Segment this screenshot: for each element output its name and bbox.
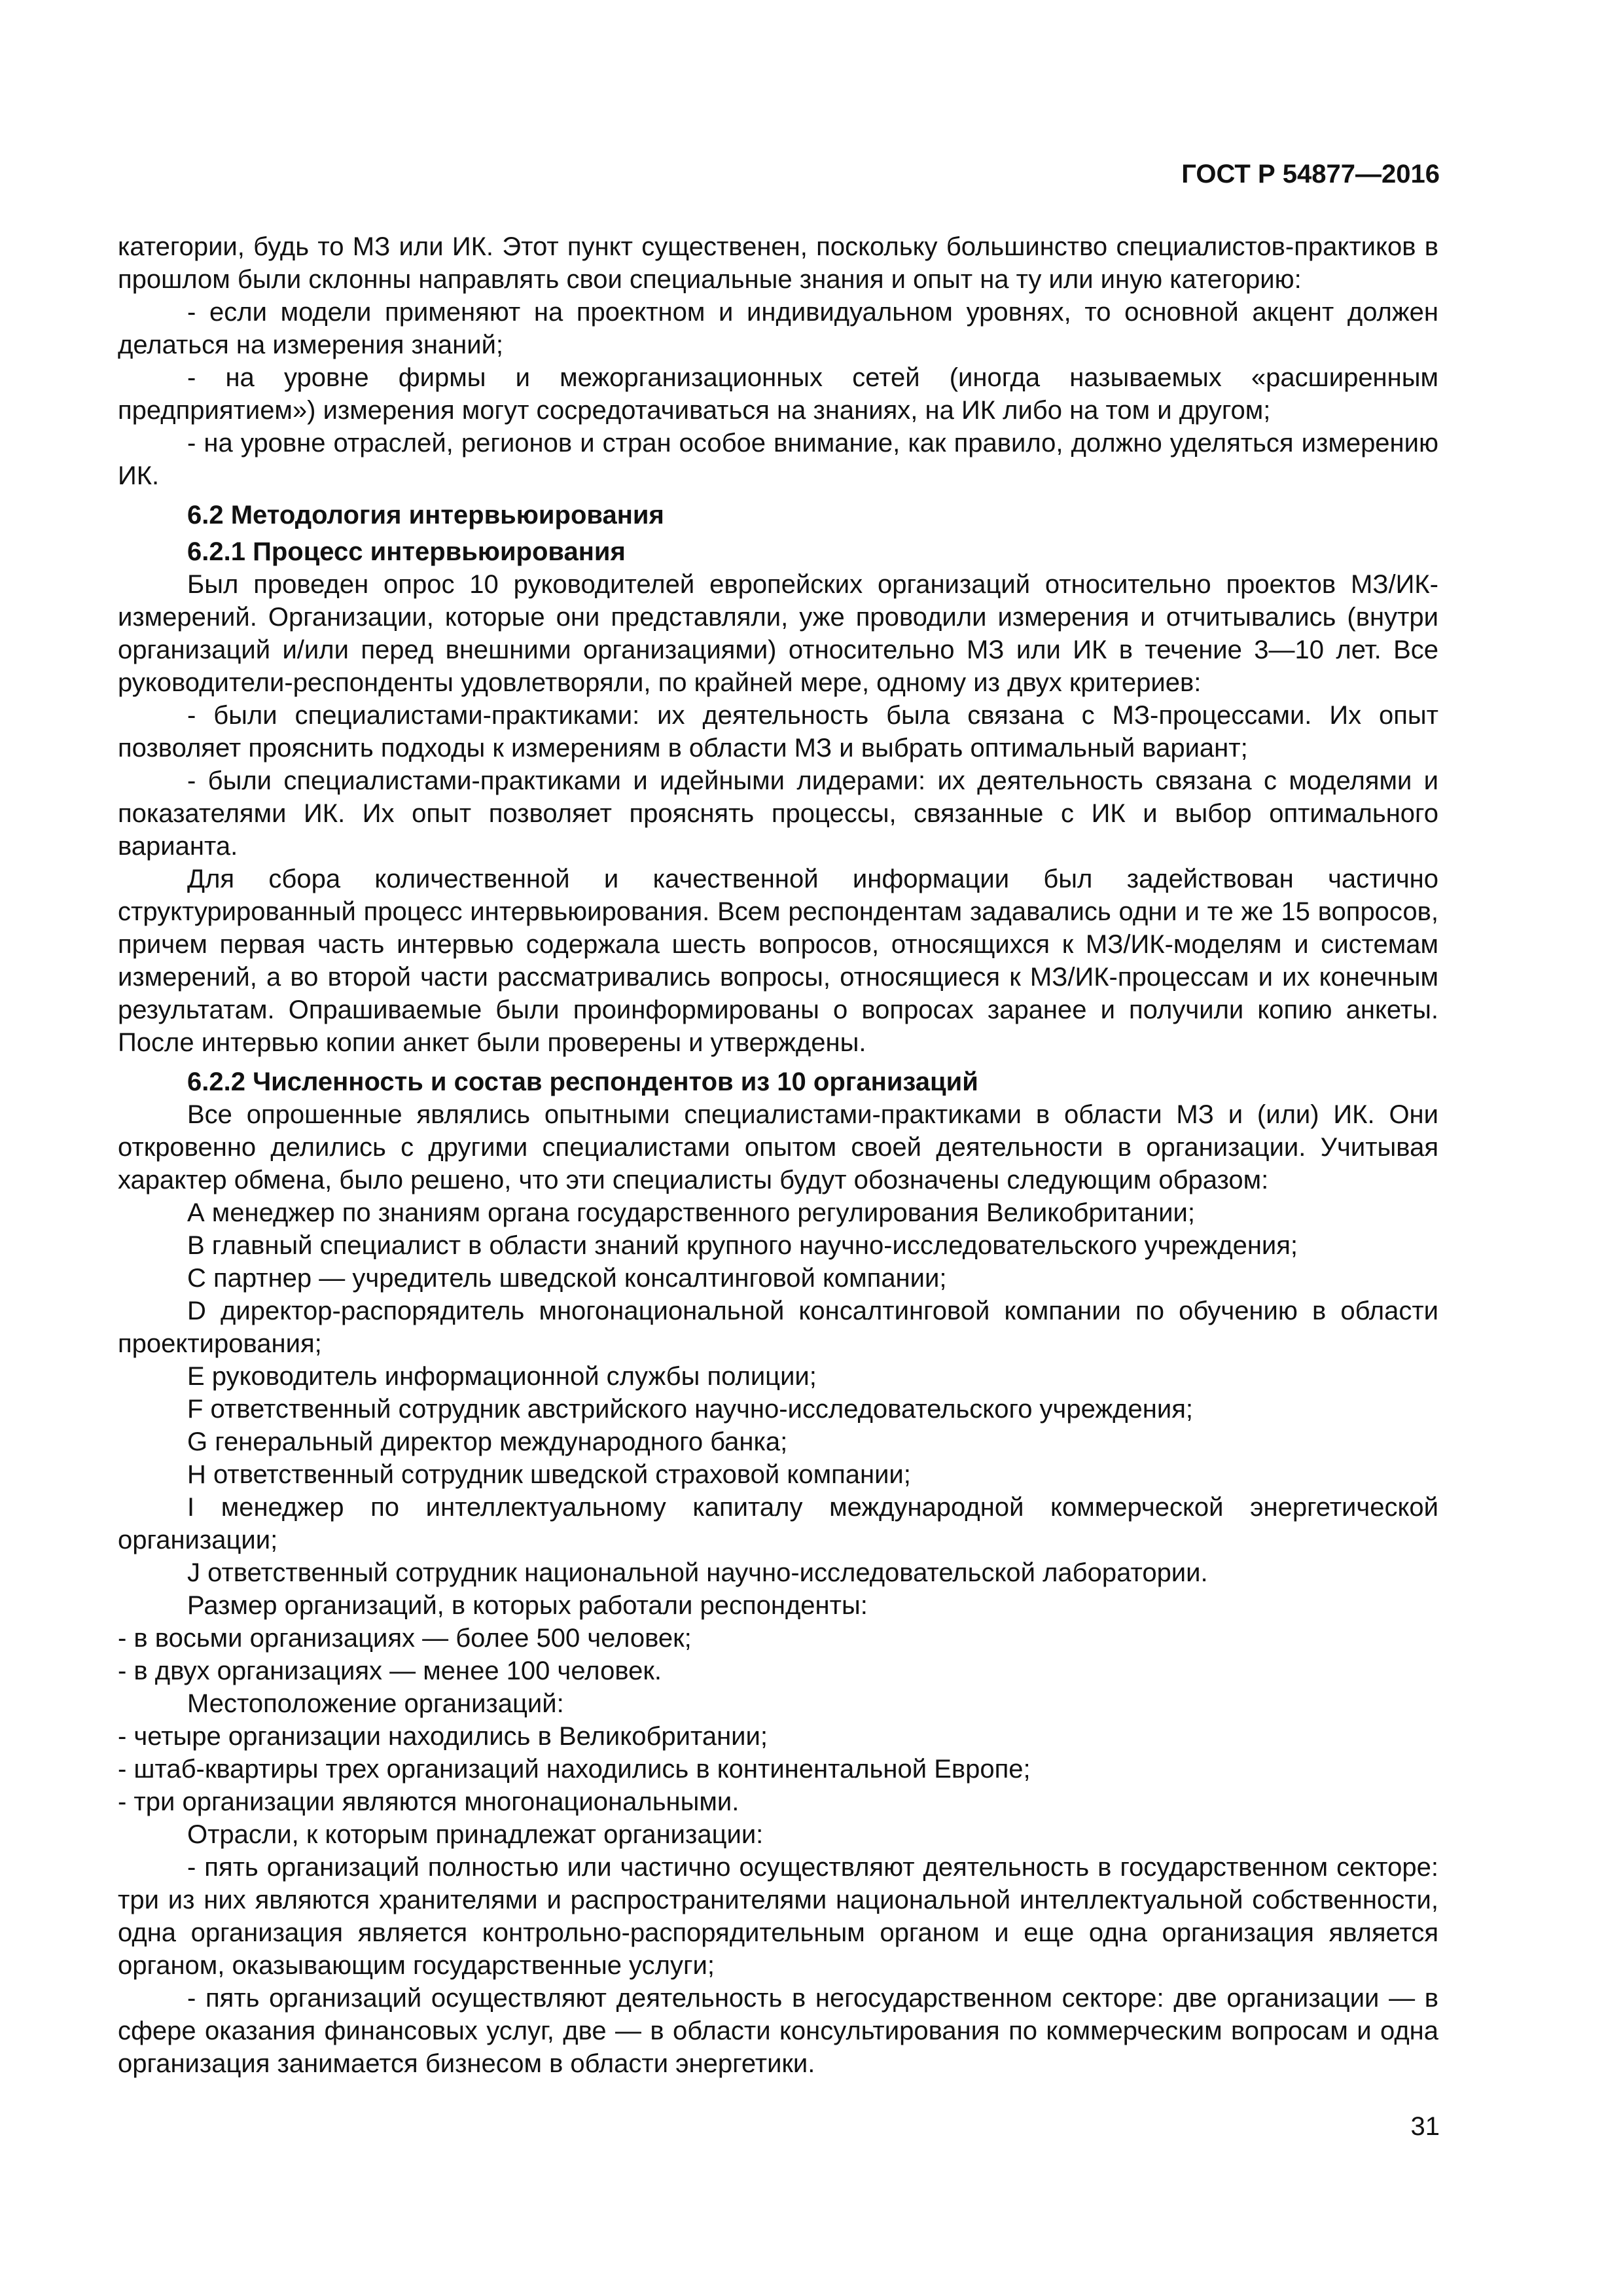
paragraph: категории, будь то МЗ или ИК. Этот пункт существенен, поскольку большинство специалистов-практиков в прошлом были склонны направлять свои специальные знания и опыт на ту или иную категорию: (118, 232, 1438, 294)
page-number: 31 (1410, 2112, 1440, 2141)
standard-id: ГОСТ Р 54877—2016 (1181, 160, 1440, 188)
list-item: - в двух организациях — менее 100 человек. (118, 1657, 662, 1685)
list-item: - были специалистами-практиками и идейными лидерами: их деятельность связана с моделями и показателями ИК. Их опыт позволяет прояснять процессы, связанные с ИК и выбор оптимального варианта. (118, 766, 1438, 861)
list-item: - на уровне фирмы и межорганизационных сетей (иногда называемых «расширенным предприятием») измерения могут сосредотачиваться на знаниях, на ИК либо на том и другом; (118, 363, 1438, 425)
respondent-b: В главный специалист в области знаний крупного научно-исследовательского учреждения; (187, 1231, 1298, 1260)
paragraph: Все опрошенные являлись опытными специалистами-практиками в области МЗ и (или) ИК. Они откровенно делились с другими специалистами опытом своей деятельности в организации. Учитывая характер обмена, было решено, что эти специалисты будут обозначены следующим образом: (118, 1100, 1438, 1194)
respondent-g: G генеральный директор международного банка; (187, 1427, 788, 1456)
paragraph: Для сбора количественной и качественной информации был задействован частично структурированный процесс интервьюирования. Всем респондентам задавались одни и те же 15 вопросов, причем первая часть интервью содержала шесть вопросов, относящихся к МЗ/ИК-моделям и системам измерений, а во второй части рассматривались вопросы, относящиеся к МЗ/ИК-процессам и их конечным результатам. Опрашиваемые были проинформированы о вопросах заранее и получили копию анкеты. После интервью копии анкет были проверены и утверждены. (118, 865, 1438, 1057)
list-item: - четыре организации находились в Великобритании; (118, 1722, 768, 1751)
paragraph: Местоположение организаций: (187, 1689, 564, 1718)
section-heading-6-2: 6.2 Методология интервьюирования (187, 501, 664, 529)
list-item: - штаб-квартиры трех организаций находились в континентальной Европе; (118, 1755, 1031, 1784)
list-item: - пять организаций полностью или частично осуществляют деятельность в государственном секторе: три из них являются хранителями и распространителями национальной интеллектуальной собственности, одна организация является контрольно-распорядительным органом и еще одна организация является органом, оказывающим государственные услуги; (118, 1853, 1438, 1980)
respondent-e: Е руководитель информационной службы полиции; (187, 1362, 817, 1391)
respondent-f: F ответственный сотрудник австрийского научно-исследовательского учреждения; (187, 1395, 1193, 1424)
list-item: - на уровне отраслей, регионов и стран особое внимание, как правило, должно уделяться измерению ИК. (118, 429, 1438, 490)
respondent-c: С партнер — учредитель шведской консалтинговой компании; (187, 1264, 947, 1293)
section-heading-6-2-1: 6.2.1 Процесс интервьюирования (187, 537, 626, 566)
respondent-j: J ответственный сотрудник национальной научно-исследовательской лаборатории. (187, 1558, 1208, 1587)
respondent-h: Н ответственный сотрудник шведской страховой компании; (187, 1460, 911, 1489)
list-item: - три организации являются многонациональными. (118, 1787, 740, 1816)
paragraph: Размер организаций, в которых работали респонденты: (187, 1591, 868, 1620)
respondent-a: А менеджер по знаниям органа государственного регулирования Великобритании; (187, 1198, 1195, 1227)
respondent-i: I менеджер по интеллектуальному капиталу международной коммерческой энергетической организации; (118, 1493, 1438, 1554)
list-item: - были специалистами-практиками: их деятельность была связана с МЗ-процессами. Их опыт позволяет прояснить подходы к измерениям в области МЗ и выбрать оптимальный вариант; (118, 701, 1438, 762)
paragraph: Был проведен опрос 10 руководителей европейских организаций относительно проектов МЗ/ИК-измерений. Организации, которые они представляли, уже проводили измерения и отчитывались (внутри организаций и/или перед внешними организациями) относительно МЗ или ИК в течение 3—10 лет. Все руководители-респонденты удовлетворяли, по крайней мере, одному из двух критериев: (118, 570, 1438, 697)
list-item: - если модели применяют на проектном и индивидуальном уровнях, то основной акцент должен делаться на измерения знаний; (118, 298, 1438, 359)
list-item: - пять организаций осуществляют деятельность в негосударственном секторе: две организации — в сфере оказания финансовых услуг, две — в области консультирования по коммерческим вопросам и одна организация занимается бизнесом в области энергетики. (118, 1984, 1438, 2078)
section-heading-6-2-2: 6.2.2 Численность и состав респондентов из 10 организаций (187, 1067, 978, 1096)
paragraph: Отрасли, к которым принадлежат организации: (187, 1820, 764, 1849)
page-body (118, 230, 1438, 2080)
respondent-d: D директор-распорядитель многонациональной консалтинговой компании по обучению в области проектирования; (118, 1297, 1438, 1358)
list-item: - в восьми организациях — более 500 человек; (118, 1624, 692, 1653)
